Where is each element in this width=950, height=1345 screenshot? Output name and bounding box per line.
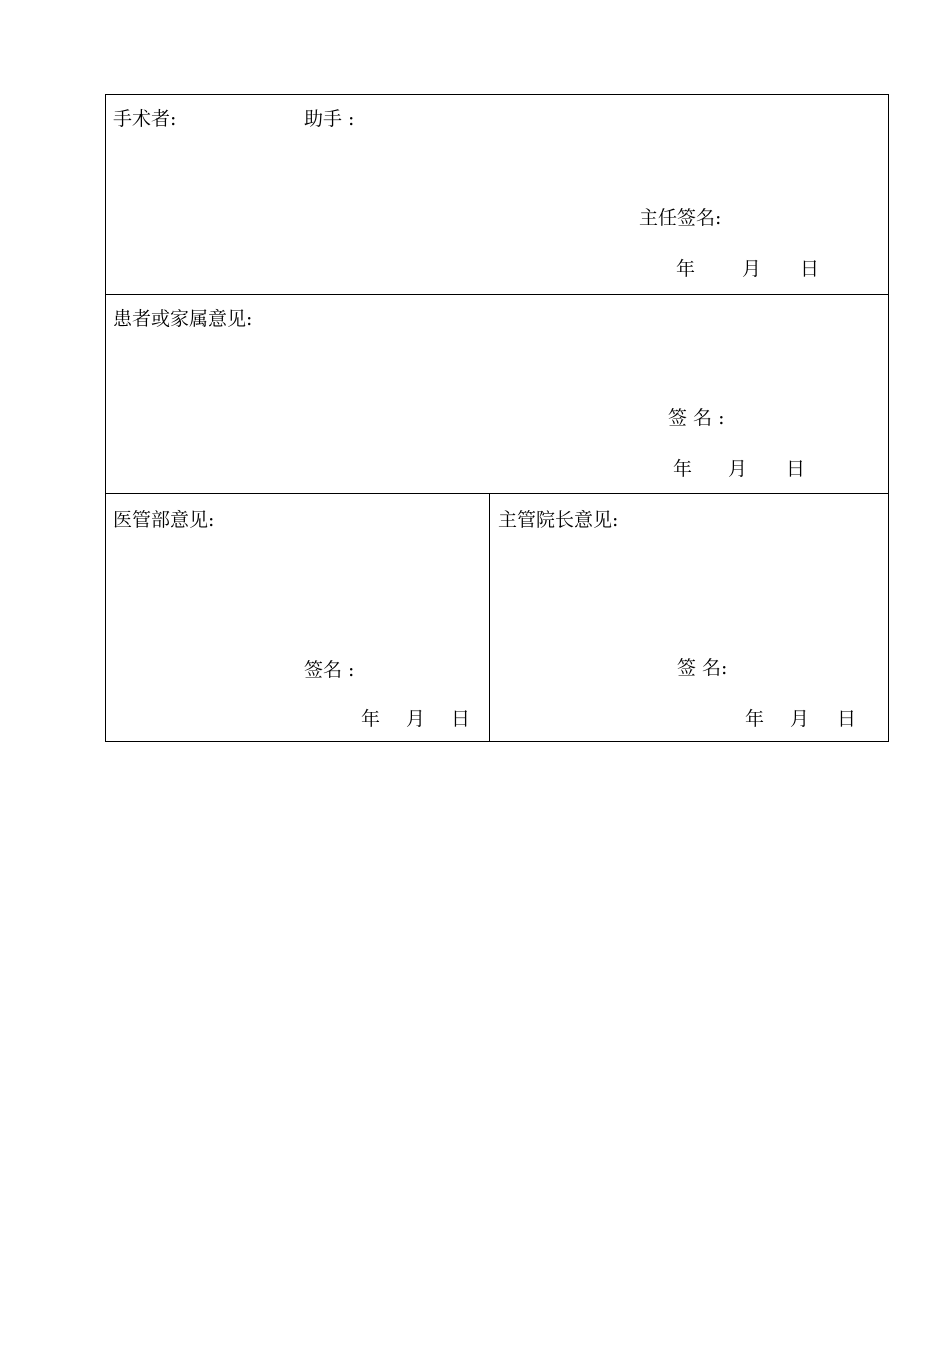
patient-opinion-label: 患者或家属意见: [113,308,253,330]
month-label: 月 [728,458,748,480]
patient-sign-label: 签 名 : [668,407,725,429]
day-label: 日 [786,458,806,480]
month-label: 月 [406,708,426,730]
director-sign-label: 主任签名: [639,207,722,229]
day-label: 日 [451,708,471,730]
surgeon-label: 手术者: [113,108,177,130]
patient-opinion-section [106,295,888,494]
year-label: 年 [745,708,765,730]
medical-dept-opinion-label: 医管部意见: [113,509,215,531]
month-label: 月 [742,258,762,280]
approval-form-table [105,94,889,742]
vice-president-sign-label: 签 名: [677,657,728,679]
year-label: 年 [673,458,693,480]
vice-president-opinion-label: 主管院长意见: [498,509,619,531]
day-label: 日 [800,258,820,280]
column-divider [489,494,490,742]
day-label: 日 [837,708,857,730]
year-label: 年 [676,258,696,280]
approval-opinion-section [106,494,888,742]
year-label: 年 [361,708,381,730]
assistant-label: 助手 : [304,108,355,130]
month-label: 月 [790,708,810,730]
surgery-section [106,95,888,295]
medical-dept-sign-label: 签名 : [304,659,355,681]
